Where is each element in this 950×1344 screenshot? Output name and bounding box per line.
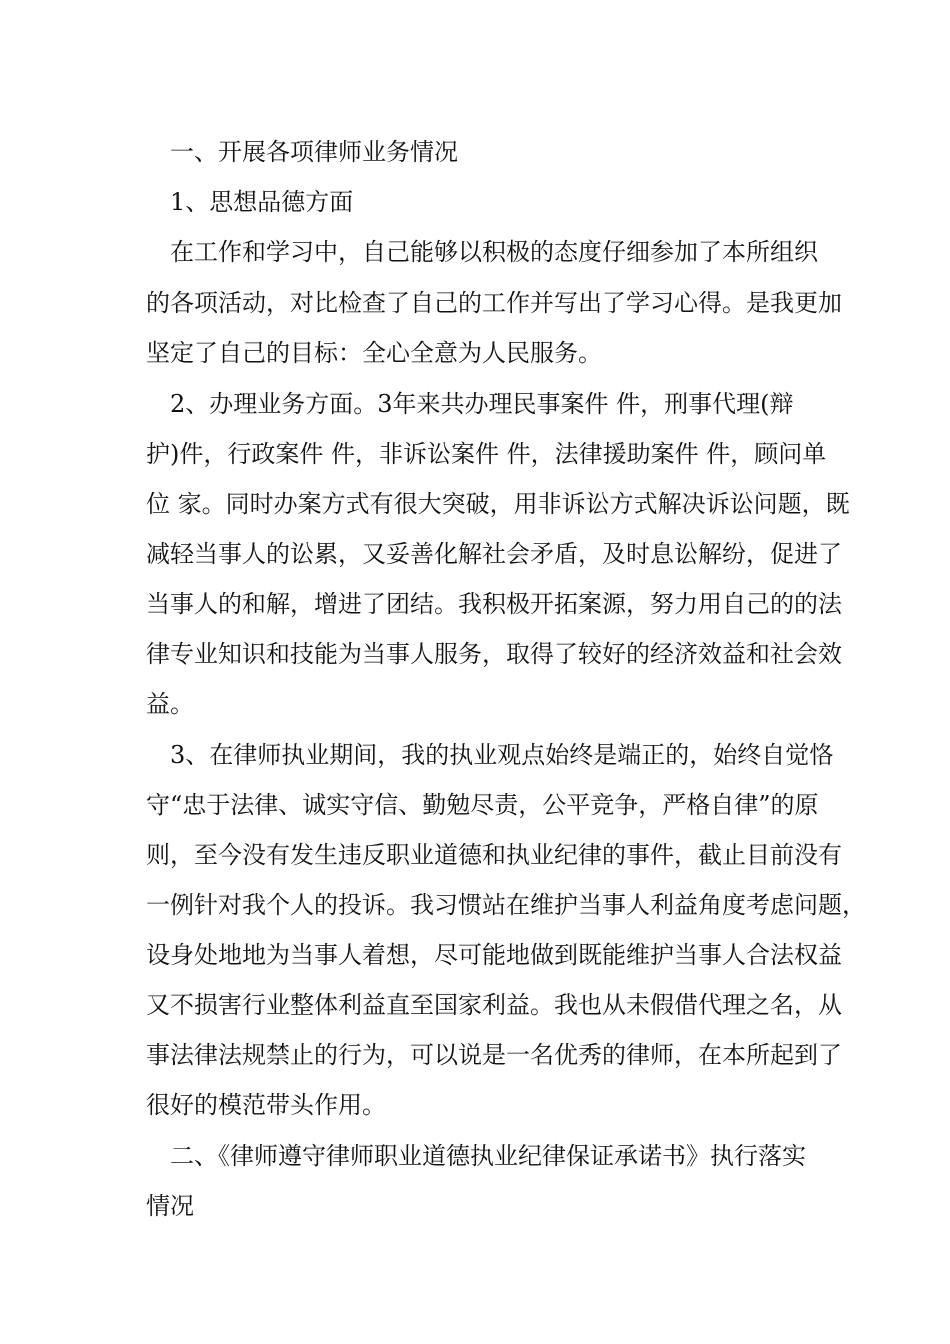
heading-section-2-cont: 情况 <box>146 1192 194 1220</box>
paragraph-line: 的各项活动，对比检查了自己的工作并写出了学习心得。是我更加 <box>146 289 842 317</box>
paragraph-line: 事法律法规禁止的行为，可以说是一名优秀的律师，在本所起到了 <box>146 1041 842 1069</box>
paragraph-line: 益。 <box>146 690 194 718</box>
heading-section-1: 一、开展各项律师业务情况 <box>146 138 458 166</box>
paragraph-line: 律专业知识和技能为当事人服务，取得了较好的经济效益和社会效 <box>146 640 842 668</box>
paragraph-line: 当事人的和解，增进了团结。我积极开拓案源，努力用自己的的法 <box>146 590 842 618</box>
paragraph-line: 坚定了自己的目标：全心全意为人民服务。 <box>146 339 602 367</box>
paragraph-line: 减轻当事人的讼累，又妥善化解社会矛盾，及时息讼解纷，促进了 <box>146 540 842 568</box>
paragraph-line: 很好的模范带头作用。 <box>146 1091 386 1119</box>
paragraph-line: 2、办理业务方面。3年来共办理民事案件 件，刑事代理(辩 <box>146 390 794 418</box>
paragraph-line: 则，至今没有发生违反职业道德和执业纪律的事件，截止目前没有 <box>146 841 842 869</box>
paragraph-line: 在工作和学习中，自己能够以积极的态度仔细参加了本所组织 <box>146 238 818 266</box>
heading-section-2: 二、《律师遵守律师职业道德执业纪律保证承诺书》执行落实 <box>146 1142 806 1170</box>
paragraph-line: 又不损害行业整体利益直至国家利益。我也从未假借代理之名，从 <box>146 991 842 1019</box>
paragraph-line: 一例针对我个人的投诉。我习惯站在维护当事人利益角度考虑问题， <box>146 891 866 919</box>
paragraph-line: 位 家。同时办案方式有很大突破，用非诉讼方式解决诉讼问题，既 <box>146 490 850 518</box>
paragraph-line: 设身处地地为当事人着想，尽可能地做到既能维护当事人合法权益 <box>146 941 842 969</box>
subheading-moral-character: 1、思想品德方面 <box>146 188 354 216</box>
paragraph-line: 守“忠于法律、诚实守信、勤勉尽责，公平竞争，严格自律”的原 <box>146 791 819 819</box>
paragraph-line: 护)件，行政案件 件，非诉讼案件 件，法律援助案件 件，顾问单 <box>146 440 827 468</box>
paragraph-line: 3、在律师执业期间，我的执业观点始终是端正的，始终自觉恪 <box>146 741 834 769</box>
